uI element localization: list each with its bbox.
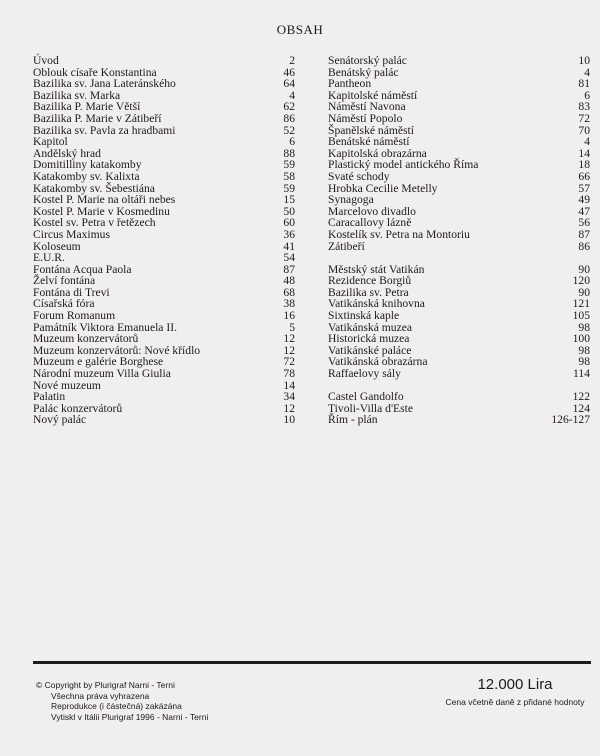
- toc-entry-page: 4: [584, 65, 590, 79]
- toc-entry-page: 47: [578, 204, 590, 218]
- toc-entry-title: Benátský palác: [328, 65, 399, 79]
- toc-entry-title: Vatikánské paláce: [328, 343, 412, 357]
- toc-entry-title: Muzeum konzervátorů: [33, 332, 139, 346]
- toc-entry-title: Domitilliny katakomby: [33, 158, 142, 172]
- toc-entry-page: 86: [283, 111, 295, 125]
- toc-entry-title: Zátibeří: [328, 239, 365, 253]
- toc-entry-title: Katakomby sv. Šebestiána: [33, 181, 155, 195]
- toc-entry-title: Forum Romanum: [33, 309, 116, 323]
- toc-entry: [328, 136, 590, 148]
- toc-entry-title: Pantheon: [328, 77, 372, 91]
- toc-entry-page: 56: [578, 216, 590, 230]
- toc-entry-page: 12: [283, 332, 295, 346]
- toc-entry-page: 48: [283, 274, 295, 288]
- toc-entry-page: 54: [283, 251, 295, 265]
- toc-entry: [33, 113, 295, 125]
- toc-entry-title: Synagoga: [328, 193, 374, 207]
- toc-left-column: [33, 55, 295, 426]
- toc-entry: [33, 310, 295, 322]
- toc-entry-title: Kostelík sv. Petra na Montoriu: [328, 227, 470, 241]
- toc-entry-page: 81: [578, 77, 590, 91]
- toc-entry-page: 90: [578, 262, 590, 276]
- toc-entry: [328, 414, 590, 426]
- toc-entry-title: Vatikánská knihovna: [328, 297, 425, 311]
- toc-entry: [33, 171, 295, 183]
- toc-entry-page: 60: [283, 216, 295, 230]
- toc-entry-page: 12: [283, 401, 295, 415]
- toc-entry-page: 87: [283, 262, 295, 276]
- copyright-line: Všechna práva vyhrazena: [51, 690, 150, 701]
- toc-entry-page: 36: [283, 227, 295, 241]
- toc-entry-title: Kostel P. Marie na oltáři nebes: [33, 193, 176, 207]
- toc-entry-title: Katakomby sv. Kalixta: [33, 169, 140, 183]
- toc-entry-page: 105: [572, 309, 590, 323]
- toc-entry: [328, 368, 590, 380]
- toc-entry-title: Fontána di Trevi: [33, 285, 110, 299]
- toc-entry: [33, 194, 295, 206]
- toc-entry-title: Tivoli-Villa d'Este: [328, 401, 414, 415]
- toc-entry-title: Muzeum konzervátorů: Nové křídlo: [33, 343, 201, 357]
- toc-entry-page: 4: [289, 88, 295, 102]
- toc-entry: [328, 229, 590, 241]
- toc-entry-title: Oblouk císaře Konstantina: [33, 65, 157, 79]
- toc-entry-page: 34: [283, 390, 295, 404]
- toc-entry-title: Raffaelovy sály: [328, 367, 401, 381]
- toc-entry: [33, 125, 295, 137]
- toc-entry-page: 12: [283, 343, 295, 357]
- toc-entry-title: Plastický model antického Říma: [328, 158, 479, 172]
- toc-entry-page: 38: [283, 297, 295, 311]
- toc-entry-title: Kapitolské náměstí: [328, 88, 418, 102]
- toc-entry-title: Městský stát Vatikán: [328, 262, 425, 276]
- toc-entry: [328, 194, 590, 206]
- toc-entry-page: 6: [289, 135, 295, 149]
- toc-entry-page: 121: [572, 297, 590, 311]
- toc-entry-page: 14: [283, 378, 295, 392]
- toc-entry-page: 98: [578, 355, 590, 369]
- toc-entry-page: 88: [283, 146, 295, 160]
- toc-entry-title: Kostel sv. Petra v řetězech: [33, 216, 156, 230]
- page-title: OBSAH: [276, 22, 324, 37]
- toc-entry-title: Národní muzeum Villa Giulia: [33, 367, 171, 381]
- toc-entry-title: Castel Gandolfo: [328, 390, 404, 404]
- toc-entry-title: Fontána Acqua Paola: [33, 262, 132, 276]
- toc-entry-page: 98: [578, 320, 590, 334]
- toc-entry-page: 70: [578, 123, 590, 137]
- toc-entry-title: Náměstí Popolo: [328, 111, 403, 125]
- toc-entry-title: Historická muzea: [328, 332, 410, 346]
- toc-entry-title: Caracallovy lázně: [328, 216, 412, 230]
- toc-entry: [33, 55, 295, 67]
- toc-entry-page: 72: [578, 111, 590, 125]
- toc-entry-title: Benátské náměstí: [328, 135, 410, 149]
- toc-entry-title: Úvod: [33, 54, 59, 67]
- toc-entry-page: 52: [283, 123, 295, 137]
- copyright-line: Reprodukce (i částečná) zakázána: [51, 701, 182, 712]
- toc-entry-title: Kostel P. Marie v Kosmedinu: [33, 204, 170, 218]
- toc-entry-page: 18: [578, 158, 590, 172]
- toc-entry-title: Bazilika P. Marie v Zátibeří: [33, 111, 162, 125]
- toc-entry-page: 2: [289, 54, 295, 67]
- toc-entry-title: Senátorský palác: [328, 54, 407, 67]
- toc-entry-page: 5: [289, 320, 295, 334]
- toc-entry-title: Nové muzeum: [33, 378, 101, 392]
- toc-entry: [33, 414, 295, 426]
- toc-entry-page: 100: [572, 332, 590, 346]
- toc-entry: [328, 310, 590, 322]
- toc-entry-page: 16: [283, 309, 295, 323]
- toc-entry: [33, 136, 295, 148]
- toc-entry-page: 78: [283, 367, 295, 381]
- toc-entry-page: 4: [584, 135, 590, 149]
- toc-entry: [33, 241, 295, 253]
- toc-entry-title: Circus Maximus: [33, 227, 110, 241]
- toc-entry-page: 59: [283, 181, 295, 195]
- toc-entry-title: Bazilika sv. Jana Lateránského: [33, 77, 176, 91]
- toc-entry-page: 122: [572, 390, 590, 404]
- toc-entry-title: Svaté schody: [328, 169, 390, 183]
- toc-entry-page: 72: [283, 355, 295, 369]
- toc-entry-title: Kapitolská obrazárna: [328, 146, 427, 160]
- toc-entry-title: Andělský hrad: [33, 146, 101, 160]
- toc-entry-page: 98: [578, 343, 590, 357]
- toc-entry: [33, 368, 295, 380]
- toc-entry-title: Španělské náměstí: [328, 123, 414, 137]
- toc-entry-page: 15: [283, 193, 295, 207]
- toc-entry-title: Náměstí Navona: [328, 100, 406, 114]
- toc-entry-page: 50: [283, 204, 295, 218]
- toc-entry-page: 124: [572, 401, 590, 415]
- toc-entry-title: Řím - plán: [328, 413, 378, 427]
- toc-entry-title: Rezidence Borgiů: [328, 274, 412, 288]
- toc-entry: [33, 229, 295, 241]
- toc-entry-title: Koloseum: [33, 239, 81, 253]
- toc-entry-page: 10: [283, 413, 295, 427]
- toc-entry-page: 83: [578, 100, 590, 114]
- toc-entry-page: 59: [283, 158, 295, 172]
- price-block: [440, 676, 590, 708]
- toc-entry-title: Bazilika sv. Petra: [328, 285, 409, 299]
- price-note: Cena včetně daně z přidané hodnoty: [445, 697, 585, 707]
- toc-entry-title: Bazilika sv. Pavla za hradbami: [33, 123, 176, 137]
- copyright-line: Vytiskl v Itálii Plurigraf 1996 - Narni - Terni: [51, 711, 209, 722]
- toc-entry-page: 66: [578, 169, 590, 183]
- toc-entry: [328, 55, 590, 67]
- toc-entry-title: Želví fontána: [33, 274, 96, 288]
- toc-entry-title: Vatikánská obrazárna: [328, 355, 428, 369]
- toc-entry: [33, 380, 295, 392]
- footer-divider: [33, 661, 591, 664]
- toc-entry-page: 64: [283, 77, 295, 91]
- toc-entry-title: Palác konzervátorů: [33, 401, 123, 415]
- toc-entry: [328, 241, 590, 253]
- price-amount: 12.000 Lira: [477, 676, 553, 693]
- toc-right-column: [328, 55, 590, 426]
- toc-entry-title: Bazilika P. Marie Větší: [33, 100, 141, 114]
- toc-entry: [328, 171, 590, 183]
- toc-entry-title: Vatikánská muzea: [328, 320, 413, 334]
- toc-entry-page: 41: [283, 239, 295, 253]
- toc-entry-page: 120: [572, 274, 590, 288]
- toc-entry-page: 114: [573, 367, 590, 381]
- toc-entry-title: Bazilika sv. Marka: [33, 88, 121, 102]
- toc-entry: [328, 113, 590, 125]
- toc-entry-page: 10: [578, 54, 590, 67]
- toc-entry-title: Památník Viktora Emanuela II.: [33, 320, 177, 334]
- copyright-block: [36, 680, 336, 722]
- toc-entry-title: Marcelovo divadlo: [328, 204, 416, 218]
- toc-entry-page: 49: [578, 193, 590, 207]
- toc-entry-page: 14: [578, 146, 590, 160]
- toc-entry-title: Palatin: [33, 390, 66, 404]
- toc-entry-page: 58: [283, 169, 295, 183]
- toc-entry-page: 126-127: [551, 413, 590, 427]
- toc-entry-title: E.U.R.: [33, 251, 65, 265]
- toc-entry: [33, 252, 295, 264]
- toc-entry-page: 86: [578, 239, 590, 253]
- toc-entry-page: 46: [283, 65, 295, 79]
- toc-entry-title: Hrobka Cecilie Metelly: [328, 181, 438, 195]
- toc-entry-page: 6: [584, 88, 590, 102]
- toc-entry-page: 62: [283, 100, 295, 114]
- toc-entry-page: 87: [578, 227, 590, 241]
- toc-entry-page: 68: [283, 285, 295, 299]
- toc-entry-page: 57: [578, 181, 590, 195]
- toc-entry-title: Muzeum e galérie Borghese: [33, 355, 164, 369]
- toc-entry-page: 90: [578, 285, 590, 299]
- toc-entry-title: Císařská fóra: [33, 297, 95, 311]
- copyright-line: © Copyright by Plurigraf Narni - Terni: [36, 680, 175, 690]
- toc-entry-title: Kapitol: [33, 135, 68, 149]
- toc-entry-title: Sixtinská kaple: [328, 309, 400, 323]
- toc-entry-title: Nový palác: [33, 413, 87, 427]
